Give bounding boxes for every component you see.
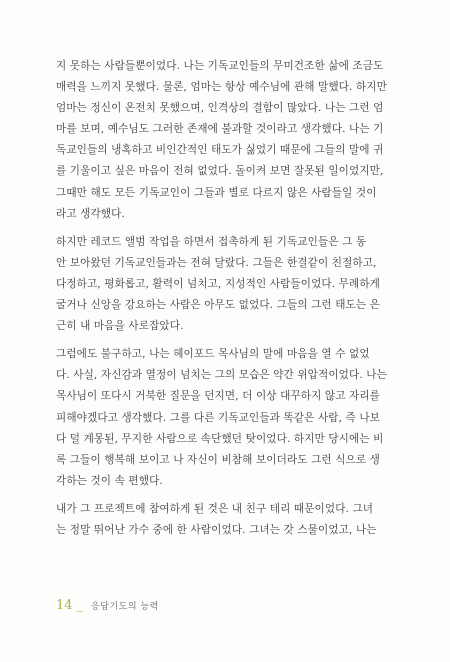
paragraph-gap — [56, 225, 408, 232]
page-number-separator: _ — [76, 598, 84, 613]
text-line: 다. 사실, 자신감과 열정이 넘치는 그의 모습은 약간 위압적이었다. 나는 — [56, 369, 387, 382]
text-line: 라고 생각했다. — [56, 207, 125, 220]
text-line: 각하는 것이 속 편했다. — [56, 474, 163, 487]
text-line: 독교인들의 냉혹하고 비인간적인 태도가 싫었기 때문에 그들의 말에 귀 — [56, 144, 384, 157]
text-line: 근히 내 마음을 사로잡았다. — [56, 320, 184, 333]
paragraph — [56, 344, 408, 492]
text-line: 매력을 느끼지 못했다. 물론, 엄마는 항상 예수님에 관해 말했다. 하지만 — [56, 81, 387, 94]
text-line: 피해야겠다고 생각했다. 그를 다른 기독교인들과 똑같은 사람, 즉 나보 — [56, 411, 381, 424]
paragraph — [56, 232, 408, 337]
paragraph-gap — [56, 337, 408, 344]
text-line: 굴거나 신앙을 강요하는 사람은 아무도 없었다. 그들의 그런 태도는 은 — [56, 299, 381, 312]
running-title: 응답기도의 능력 — [91, 602, 159, 612]
text-line: 를 기울이고 싶은 마음이 전혀 없었다. 돌이켜 보면 잘못된 일이었지만, — [56, 165, 384, 178]
text-line: 다 덜 계몽된, 무지한 사람으로 속단했던 탓이었다. 하지만 당시에는 비 — [56, 432, 384, 445]
text-line: 지 못하는 사람들뿐이었다. 나는 기독교인들의 무미건조한 삶에 조금도 — [56, 60, 384, 72]
page-footer — [56, 598, 159, 618]
text-line: 내가 그 프로젝트에 참여하게 된 것은 내 친구 테리 때문이었다. 그녀 — [56, 502, 374, 515]
text-line: 는 정말 뛰어난 가수 중에 한 사람이었다. 그녀는 갓 스물이었고, 나는 — [56, 523, 377, 536]
paragraph — [56, 56, 408, 225]
text-line: 마를 보며, 예수님도 그러한 존재에 불과할 것이라고 생각했다. 나는 기 — [56, 123, 384, 136]
paragraph-gap — [56, 492, 408, 499]
text-line: 하지만 레코드 앨범 작업을 하면서 접촉하게 된 기독교인들은 그 동 — [56, 235, 367, 248]
paragraph — [56, 499, 408, 541]
text-line: 안 보아왔던 기독교인들과는 전혀 달랐다. 그들은 한결같이 친절하고, — [56, 256, 377, 269]
body-text — [56, 56, 408, 541]
text-line: 다정하고, 평화롭고, 활력이 넘치고, 지성적인 사람들이었다. 무례하게 — [56, 277, 381, 290]
text-line: 목사님이 또다시 거북한 질문을 던지면, 더 이상 대꾸하지 않고 자리를 — [56, 390, 381, 403]
page-number: 14 — [56, 598, 73, 613]
text-line: 그때만 해도 모든 기독교인이 그들과 별로 다르지 않은 사람들일 것이 — [56, 186, 377, 199]
text-line: 그럼에도 불구하고, 나는 헤이포드 목사님의 말에 마음을 열 수 없었 — [56, 348, 370, 361]
text-line: 엄마는 정신이 온전치 못했으며, 인격상의 결함이 많았다. 나는 그런 엄 — [56, 102, 384, 115]
text-line: 록 그들이 행복해 보이고 나 자신이 비참해 보이더라도 그런 식으로 생 — [56, 453, 381, 466]
